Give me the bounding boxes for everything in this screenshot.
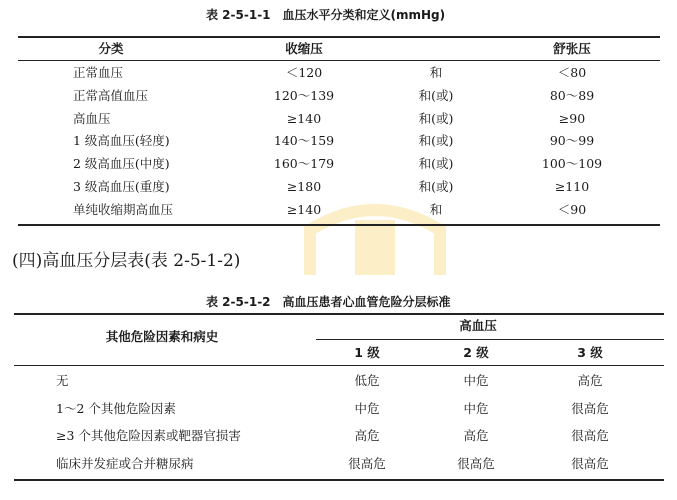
table1-cell-systolic: ≥180 <box>286 179 322 194</box>
table1-cell-category: 正常高值血压 <box>73 87 149 103</box>
table1-cell-category: 单纯收缩期高血压 <box>73 201 174 217</box>
table2-row-header: 其他危险因素和病史 <box>105 329 219 344</box>
table2-cell-grade3: 很高危 <box>571 455 609 471</box>
table1-cell-systolic: 160～179 <box>273 156 335 172</box>
table1-cell-diastolic: 90～99 <box>549 133 595 149</box>
table1-bottom-rule <box>18 224 660 226</box>
table1-cell-category: 正常血压 <box>73 65 124 80</box>
watermark-logo <box>300 190 450 280</box>
table2-cell-factors: ≥3 个其他危险因素或靶器官损害 <box>56 428 241 443</box>
table1-cell-connector: 和(或) <box>418 110 454 126</box>
section-heading: (四)高血压分层表(表 2-5-1-2) <box>12 251 241 271</box>
table1-cell-diastolic: 80～89 <box>549 87 595 103</box>
table1-cell-diastolic: ≥90 <box>558 110 586 126</box>
table1-cell-diastolic: ≥110 <box>554 179 590 194</box>
table1-caption: 表 2-5-1-1 血压水平分类和定义(mmHg) <box>206 8 446 22</box>
table2-group-rule <box>316 339 664 340</box>
table1-cell-connector: 和(或) <box>418 179 454 194</box>
table1-cell-systolic: ≥140 <box>286 201 322 217</box>
table1-header-diastolic: 舒张压 <box>553 41 591 56</box>
table1-cell-connector: 和 <box>429 201 443 217</box>
table2-group-header: 高血压 <box>459 318 497 333</box>
table1-top-rule <box>18 36 660 38</box>
table2-cell-grade1: 低危 <box>354 373 380 388</box>
table2-header-rule <box>14 365 664 366</box>
table2-top-rule <box>14 313 664 315</box>
table1-cell-diastolic: 100～109 <box>541 156 603 172</box>
table2-cell-grade2: 高危 <box>463 428 489 443</box>
table1-cell-category: 高血压 <box>73 110 111 126</box>
table1-header-category: 分类 <box>98 41 124 56</box>
table2-subheader-grade3: 3 级 <box>577 345 603 360</box>
table1-header-systolic: 收缩压 <box>285 41 323 56</box>
table2-caption: 表 2-5-1-2 高血压患者心血管危险分层标准 <box>206 295 451 309</box>
table2-cell-grade3: 很高危 <box>571 400 609 416</box>
table1-header-rule <box>18 60 660 61</box>
table2-cell-grade2: 中危 <box>463 400 489 416</box>
table1-cell-category: 1 级高血压(轻度) <box>73 133 170 149</box>
table1-cell-systolic: ≥140 <box>286 110 322 126</box>
table1-cell-systolic: 120～139 <box>273 87 335 103</box>
table2-cell-grade1: 中危 <box>354 400 380 416</box>
table2-cell-grade3: 很高危 <box>571 428 609 443</box>
table1-cell-diastolic: ＜80 <box>557 65 587 80</box>
table1-cell-systolic: 140～159 <box>273 133 335 149</box>
table1-cell-category: 2 级高血压(中度) <box>73 156 170 172</box>
table1-cell-diastolic: ＜90 <box>557 201 587 217</box>
table1-cell-connector: 和(或) <box>418 133 454 149</box>
table2-subheader-grade1: 1 级 <box>354 345 380 360</box>
table2-cell-grade2: 中危 <box>463 373 489 388</box>
table1-cell-connector: 和 <box>429 65 443 80</box>
table2-cell-factors: 1～2 个其他危险因素 <box>56 400 176 416</box>
table2-bottom-rule <box>14 479 664 481</box>
table1-cell-systolic: ＜120 <box>285 65 323 80</box>
table1-cell-connector: 和(或) <box>418 87 454 103</box>
table2-cell-grade1: 很高危 <box>348 455 386 471</box>
table1-cell-connector: 和(或) <box>418 156 454 172</box>
table2-cell-grade1: 高危 <box>354 428 380 443</box>
table2-cell-grade2: 很高危 <box>457 455 495 471</box>
table2-cell-grade3: 高危 <box>577 373 603 388</box>
table2-cell-factors: 临床并发症或合并糖尿病 <box>56 455 194 471</box>
table2-cell-factors: 无 <box>56 373 69 388</box>
table2-subheader-grade2: 2 级 <box>463 345 489 360</box>
table1-cell-category: 3 级高血压(重度) <box>73 179 170 194</box>
